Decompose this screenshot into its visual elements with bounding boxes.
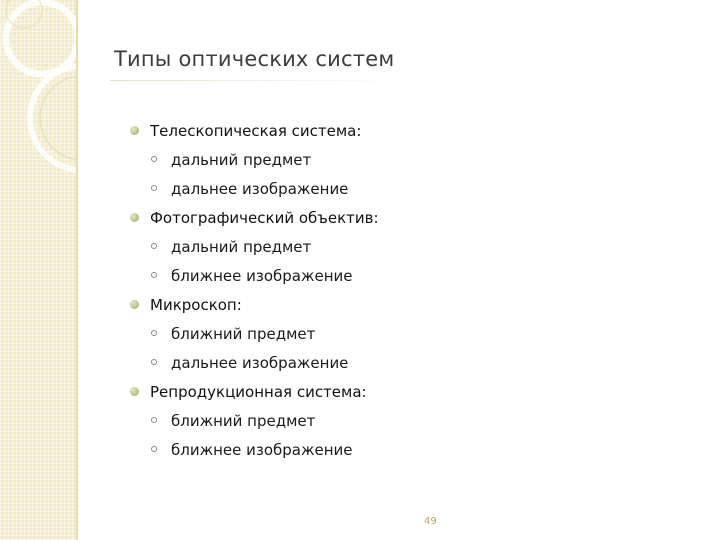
list-item-text: Микроскоп:: [150, 296, 242, 314]
list-item-photographic: [130, 205, 379, 292]
sub-list-item: [130, 350, 379, 379]
slide-title: Типы оптических систем: [114, 47, 395, 71]
list-item-label: [130, 292, 379, 321]
sub-list-item-text: ближнее изображение: [171, 441, 353, 459]
list-item-reproduction: [130, 379, 379, 466]
bullet-icon: [130, 213, 139, 222]
sub-list: [130, 408, 379, 466]
sub-list-item-text: дальнее изображение: [171, 180, 349, 198]
sub-list-item: [130, 147, 379, 176]
sub-bullet-icon: [151, 359, 157, 365]
list-item-label: [130, 118, 379, 147]
title-underline: [110, 80, 410, 81]
sub-bullet-icon: [151, 446, 157, 452]
sub-list-item: [130, 263, 379, 292]
sub-list-item: [130, 234, 379, 263]
list-item-microscope: [130, 292, 379, 379]
list-item-label: [130, 379, 379, 408]
sub-list-item-text: дальний предмет: [171, 238, 312, 256]
optical-systems-list: [130, 118, 379, 466]
bullet-icon: [130, 126, 139, 135]
list-item-label: [130, 205, 379, 234]
sub-bullet-icon: [151, 272, 157, 278]
list-item-telescopic: [130, 118, 379, 205]
list-item-text: Репродукционная система:: [150, 383, 367, 401]
bullet-icon: [130, 300, 139, 309]
list-item-text: Фотографический объектив:: [150, 209, 379, 227]
sub-list-item: [130, 437, 379, 466]
sub-list-item-text: дальнее изображение: [171, 354, 349, 372]
list-item-text: Телескопическая система:: [150, 122, 362, 140]
sub-bullet-icon: [151, 330, 157, 336]
sub-list-item-text: ближний предмет: [171, 325, 316, 343]
sub-bullet-icon: [151, 156, 157, 162]
decorative-circles: [0, 0, 78, 540]
sub-list-item: [130, 408, 379, 437]
sub-list: [130, 234, 379, 292]
strip-divider: [76, 0, 78, 540]
page-number: 49: [424, 516, 437, 527]
sub-list: [130, 321, 379, 379]
sub-list-item-text: дальний предмет: [171, 151, 312, 169]
sub-list-item: [130, 176, 379, 205]
sub-list-item: [130, 321, 379, 350]
sub-bullet-icon: [151, 417, 157, 423]
decorative-left-strip: [0, 0, 78, 540]
sub-list-item-text: ближнее изображение: [171, 267, 353, 285]
sub-bullet-icon: [151, 243, 157, 249]
sub-list-item-text: ближний предмет: [171, 412, 316, 430]
sub-list: [130, 147, 379, 205]
bullet-icon: [130, 387, 139, 396]
sub-bullet-icon: [151, 185, 157, 191]
